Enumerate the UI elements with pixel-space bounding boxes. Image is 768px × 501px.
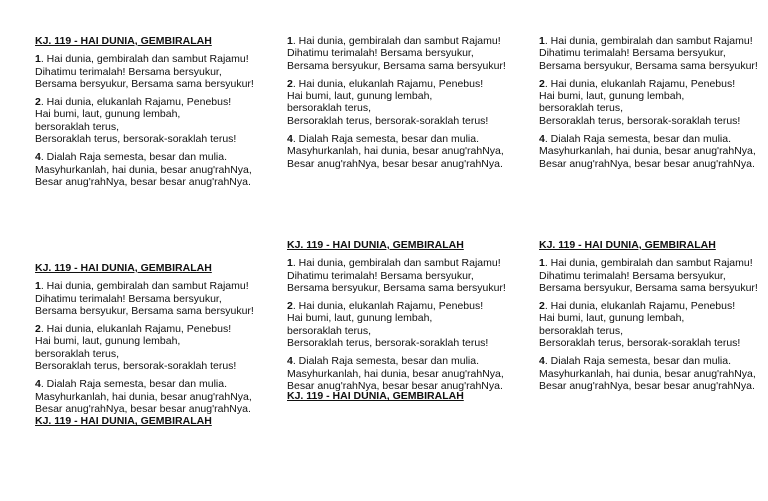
verse-number: 1 — [539, 35, 545, 47]
verse-line: Bersama bersyukur, Bersama sama bersyukur! — [35, 77, 254, 90]
verse-line: Bersoraklah terus, bersorak-soraklah terus! — [35, 360, 237, 373]
verse-line: Bersoraklah terus, bersorak-soraklah terus! — [287, 114, 489, 127]
verse-line: Hai bumi, laut, gunung lembah, — [287, 90, 433, 103]
verse-4 — [539, 133, 758, 170]
verse-line: Masyhurkanlah, hai dunia, besar anug'rahNya, — [35, 390, 252, 403]
verse-number: 4 — [287, 355, 293, 368]
verse-line: Bersama bersyukur, Bersama sama bersyukur! — [35, 304, 254, 317]
verse-line: Bersoraklah terus, bersorak-soraklah terus! — [35, 133, 237, 146]
verse-line: bersoraklah terus, — [35, 120, 120, 133]
verse-number: 4 — [539, 355, 545, 368]
verse-number: 2 — [287, 300, 293, 313]
verse-number: 2 — [539, 300, 545, 313]
verse-1 — [35, 280, 254, 317]
song-block-bottom-right — [539, 239, 758, 398]
verse-4 — [287, 133, 506, 170]
verse-line: . Dialah Raja semesta, besar dan mulia. — [544, 355, 732, 368]
verse-4 — [539, 355, 758, 392]
verse-line: bersoraklah terus, — [287, 324, 372, 337]
verse-line: Besar anug'rahNya, besar besar anug'rahNya. — [539, 379, 755, 392]
verse-1 — [287, 257, 506, 294]
verse-line: . Hai dunia, elukanlah Rajamu, Penebus! — [292, 300, 484, 313]
verse-number: 2 — [35, 323, 41, 336]
verse-line: Bersoraklah terus, bersorak-soraklah terus! — [287, 337, 489, 350]
verse-line: Masyhurkanlah, hai dunia, besar anug'rahNya, — [539, 367, 756, 380]
verse-line: Masyhurkanlah, hai dunia, besar anug'rahNya, — [35, 163, 252, 176]
song-title: KJ. 119 - HAI DUNIA, GEMBIRALAH — [35, 262, 212, 274]
verse-number: 1 — [287, 35, 293, 47]
verse-number: 1 — [539, 257, 545, 270]
verse-line: . Hai dunia, elukanlah Rajamu, Penebus! — [292, 77, 484, 90]
verse-number: 2 — [287, 77, 293, 90]
verse-line: bersoraklah terus, — [539, 102, 624, 115]
verse-line: . Dialah Raja semesta, besar dan mulia. — [40, 151, 228, 164]
verse-line: . Hai dunia, elukanlah Rajamu, Penebus! — [544, 300, 736, 313]
verse-number: 4 — [287, 133, 293, 146]
verse-line: Dihatimu terimalah! Bersama bersyukur, — [287, 269, 474, 282]
song-block-top-middle — [287, 35, 506, 176]
verse-line: . Hai dunia, gembiralah dan sambut Rajamu! — [292, 257, 501, 270]
verse-line: Hai bumi, laut, gunung lembah, — [35, 108, 181, 121]
verse-line: Besar anug'rahNya, besar besar anug'rahNya. — [35, 402, 251, 415]
song-title: KJ. 119 - HAI DUNIA, GEMBIRALAH — [287, 390, 464, 403]
verse-4 — [287, 355, 506, 392]
verse-line: Hai bumi, laut, gunung lembah, — [35, 335, 181, 348]
verse-line: . Dialah Raja semesta, besar dan mulia. — [292, 133, 480, 146]
verse-4 — [35, 378, 254, 415]
song-title: KJ. 119 - HAI DUNIA, GEMBIRALAH — [35, 35, 212, 47]
verse-number: 4 — [35, 378, 41, 391]
verse-1 — [287, 35, 506, 72]
verse-line: . Dialah Raja semesta, besar dan mulia. — [544, 133, 732, 146]
verse-number: 1 — [35, 280, 41, 293]
verse-line: Dihatimu terimalah! Bersama bersyukur, — [35, 65, 222, 78]
verse-4 — [35, 151, 254, 188]
song-block-bottom-left — [35, 262, 254, 428]
verse-line: Bersoraklah terus, bersorak-soraklah terus! — [539, 114, 741, 127]
verse-line: . Hai dunia, gembiralah dan sambut Rajamu! — [544, 257, 753, 270]
verse-1 — [35, 53, 254, 90]
verse-line: bersoraklah terus, — [35, 347, 120, 360]
verse-line: . Hai dunia, elukanlah Rajamu, Penebus! — [544, 77, 736, 90]
verse-number: 1 — [35, 53, 41, 66]
song-block-top-left — [35, 35, 254, 194]
verse-line: . Hai dunia, gembiralah dan sambut Rajamu! — [544, 35, 753, 47]
verse-line: Bersama bersyukur, Bersama sama bersyukur! — [287, 281, 506, 294]
song-title: KJ. 119 - HAI DUNIA, GEMBIRALAH — [35, 415, 212, 428]
verse-2 — [35, 323, 254, 372]
verse-number: 2 — [35, 96, 41, 109]
verse-number: 4 — [35, 151, 41, 164]
verse-2 — [35, 96, 254, 145]
verse-2 — [287, 78, 506, 127]
verse-line: Hai bumi, laut, gunung lembah, — [539, 312, 685, 325]
verse-line: Masyhurkanlah, hai dunia, besar anug'rahNya, — [287, 367, 504, 380]
verse-line: . Dialah Raja semesta, besar dan mulia. — [40, 378, 228, 391]
verse-line: Dihatimu terimalah! Bersama bersyukur, — [539, 269, 726, 282]
verse-line: bersoraklah terus, — [539, 324, 624, 337]
verse-line: Besar anug'rahNya, besar besar anug'rahNya. — [35, 175, 251, 188]
verse-number: 4 — [539, 133, 545, 146]
verse-line: . Hai dunia, gembiralah dan sambut Rajamu! — [40, 53, 249, 66]
verse-number: 2 — [539, 77, 545, 90]
verse-1 — [539, 257, 758, 294]
verse-line: . Hai dunia, gembiralah dan sambut Rajamu! — [40, 280, 249, 293]
verse-line: Masyhurkanlah, hai dunia, besar anug'rahNya, — [287, 145, 504, 158]
verse-line: Hai bumi, laut, gunung lembah, — [287, 312, 433, 325]
verse-line: Dihatimu terimalah! Bersama bersyukur, — [35, 292, 222, 305]
song-title: KJ. 119 - HAI DUNIA, GEMBIRALAH — [539, 239, 716, 251]
verse-1 — [539, 35, 758, 72]
verse-line: . Hai dunia, gembiralah dan sambut Rajamu! — [292, 35, 501, 47]
verse-line: Bersama bersyukur, Bersama sama bersyukur! — [287, 59, 506, 72]
verse-line: Dihatimu terimalah! Bersama bersyukur, — [539, 47, 726, 60]
verse-line: Hai bumi, laut, gunung lembah, — [539, 90, 685, 103]
song-title: KJ. 119 - HAI DUNIA, GEMBIRALAH — [287, 239, 464, 251]
verse-line: . Hai dunia, elukanlah Rajamu, Penebus! — [40, 323, 232, 336]
verse-line: Bersoraklah terus, bersorak-soraklah terus! — [539, 337, 741, 350]
song-block-bottom-middle — [287, 239, 506, 403]
verse-line: Bersama bersyukur, Bersama sama bersyukur! — [539, 281, 758, 294]
verse-line: Besar anug'rahNya, besar besar anug'rahNya. — [287, 157, 503, 170]
song-block-top-right — [539, 35, 758, 176]
verse-2 — [539, 78, 758, 127]
verse-line: Dihatimu terimalah! Bersama bersyukur, — [287, 47, 474, 60]
verse-2 — [287, 300, 506, 349]
verse-line: Bersama bersyukur, Bersama sama bersyukur! — [539, 59, 758, 72]
verse-line: . Dialah Raja semesta, besar dan mulia. — [292, 355, 480, 368]
verse-number: 1 — [287, 257, 293, 270]
verse-line: bersoraklah terus, — [287, 102, 372, 115]
verse-line: . Hai dunia, elukanlah Rajamu, Penebus! — [40, 96, 232, 109]
verse-line: Besar anug'rahNya, besar besar anug'rahNya. — [539, 157, 755, 170]
verse-line: Besar anug'rahNya, besar besar anug'rahNya. — [287, 379, 503, 392]
verse-line: Masyhurkanlah, hai dunia, besar anug'rahNya, — [539, 145, 756, 158]
verse-2 — [539, 300, 758, 349]
